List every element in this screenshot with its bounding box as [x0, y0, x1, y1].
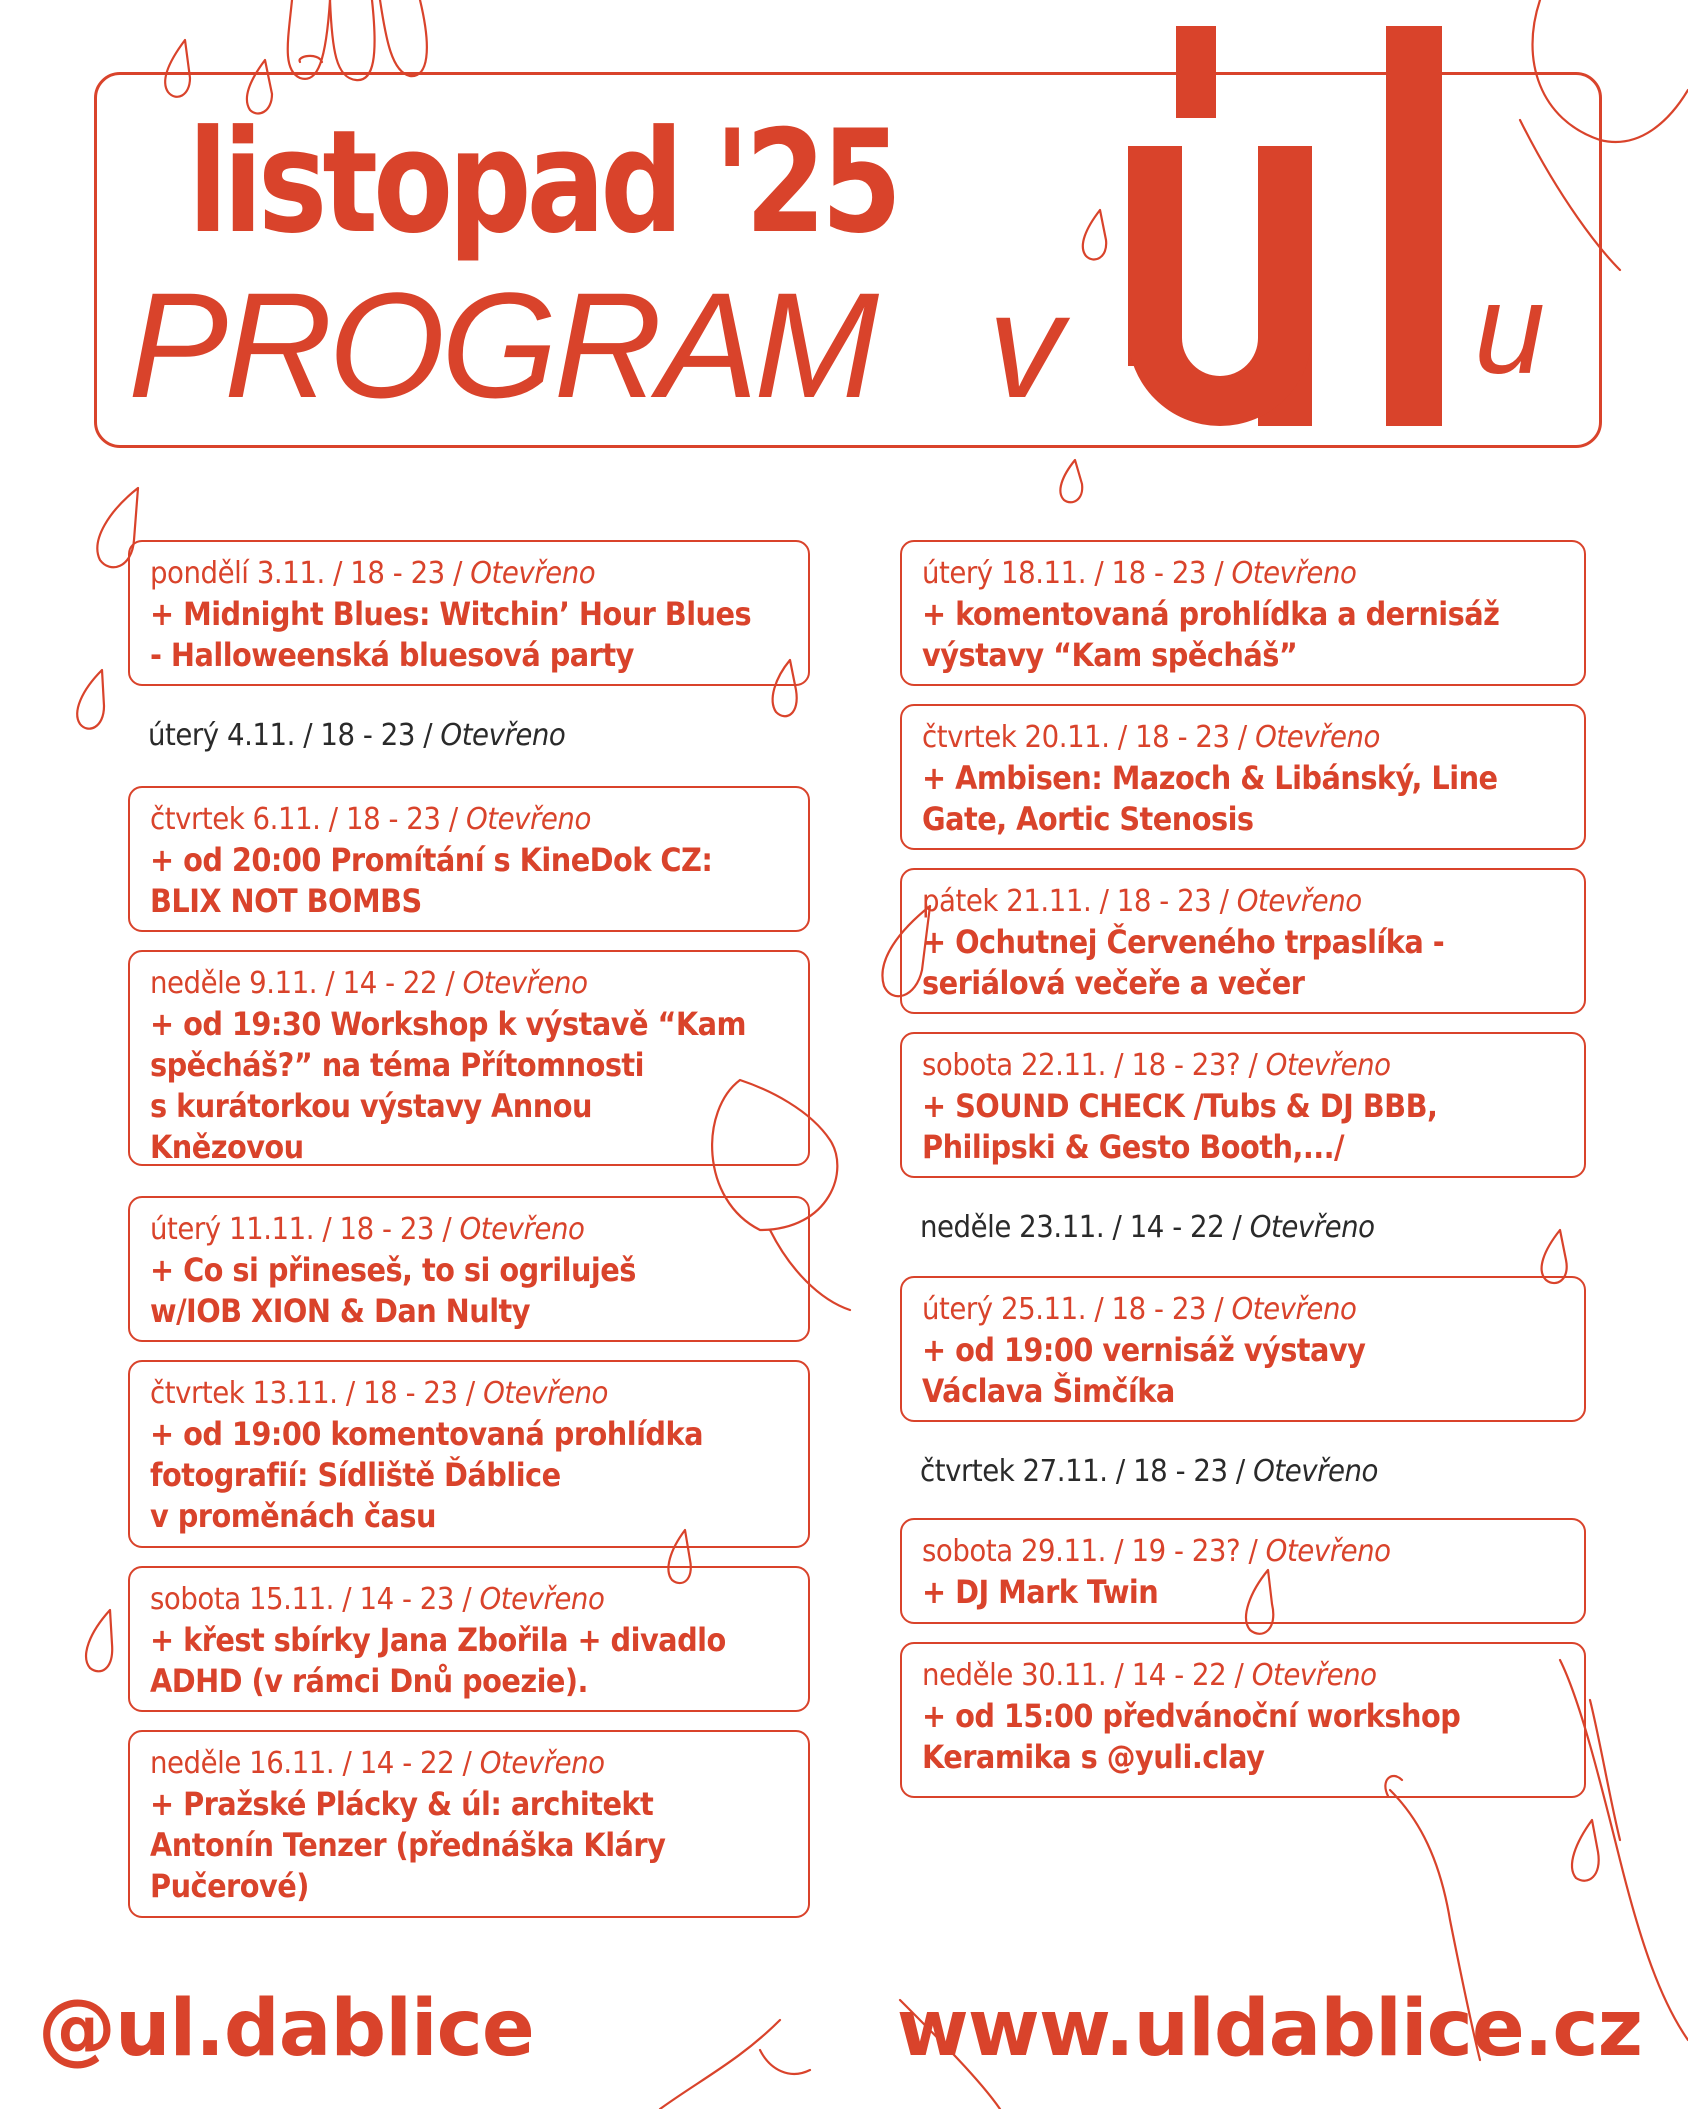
event-header [922, 554, 1531, 594]
event-status: Otevřeno [483, 1376, 608, 1411]
separator: / [442, 1212, 452, 1247]
event-status: Otevřeno [1265, 1534, 1391, 1569]
event-header [150, 1580, 755, 1620]
event-header [922, 1532, 1531, 1572]
event-card [128, 1730, 810, 1918]
event-status: Otevřeno [479, 1746, 605, 1781]
event-hours: 18 - 23 [320, 718, 415, 753]
event-header [922, 1656, 1531, 1696]
separator: / [462, 1746, 472, 1781]
event-hours: 18 - 23 [1111, 1292, 1207, 1327]
separator: / [453, 556, 462, 591]
event-status: Otevřeno [1253, 1454, 1378, 1489]
event-hours: 18 - 23? [1131, 1048, 1241, 1083]
event-status: Otevřeno [1255, 720, 1380, 755]
event-day: čtvrtek 20.11. [922, 720, 1110, 755]
ul-logo [1128, 26, 1468, 426]
separator: / [1114, 1048, 1124, 1083]
event-description-line: + křest sbírky Jana Zbořila + divadlo [150, 1621, 726, 1659]
event-description-line: Philipski & Gesto Booth,.../ [922, 1128, 1345, 1166]
event-description-line: + Ambisen: Mazoch & Libánský, Line [922, 759, 1498, 797]
event-description-line: v proměnách času [150, 1497, 437, 1535]
event-day: sobota 15.11. [150, 1582, 334, 1617]
event-description-line: spěcháš?” na téma Přítomnosti [150, 1046, 645, 1084]
event-header [150, 1744, 755, 1784]
separator: / [1115, 1454, 1125, 1489]
event-card [900, 1642, 1586, 1798]
separator: / [325, 966, 335, 1001]
separator: / [1237, 720, 1247, 755]
event-card [900, 1276, 1586, 1422]
event-description-line: s kurátorkou výstavy Annou [150, 1087, 592, 1125]
page-title-suffix: u [1474, 258, 1546, 401]
drop-icon [86, 1610, 112, 1671]
event-hours: 14 - 22 [1131, 1658, 1227, 1693]
event-header [150, 554, 755, 594]
page-title-month: listopad '25 [188, 100, 898, 265]
page-title-program: PROGRAM [128, 261, 876, 429]
event-day: čtvrtek 13.11. [150, 1376, 338, 1411]
event-hours: 14 - 22 [1129, 1210, 1225, 1245]
instagram-handle[interactable]: @ul.dablice [38, 1984, 534, 2074]
separator: / [328, 802, 338, 837]
event-row [128, 704, 810, 770]
separator: / [1248, 1048, 1258, 1083]
event-card [900, 868, 1586, 1014]
event-status: Otevřeno [1231, 556, 1357, 591]
event-status: Otevřeno [440, 718, 566, 753]
event-description-line: + od 15:00 předvánoční workshop [922, 1697, 1461, 1735]
event-description-line: + od 20:00 Promítání s KineDok CZ: [150, 841, 713, 879]
event-day: neděle 9.11. [150, 966, 318, 1001]
event-status: Otevřeno [465, 802, 591, 837]
separator: / [462, 1582, 472, 1617]
event-hours: 14 - 23 [359, 1582, 455, 1617]
event-row [900, 1440, 1586, 1506]
event-header [150, 1374, 755, 1414]
separator: / [465, 1376, 475, 1411]
event-header [922, 1290, 1531, 1330]
event-status: Otevřeno [479, 1582, 605, 1617]
event-hours: 18 - 23 [350, 556, 445, 591]
event-day: úterý 25.11. [922, 1292, 1087, 1327]
event-description-line: + Pražské Plácky & úl: architekt [150, 1785, 654, 1823]
event-day: neděle 16.11. [150, 1746, 335, 1781]
separator: / [333, 556, 342, 591]
event-card [128, 1196, 810, 1342]
event-description-line: výstavy “Kam spěcháš” [922, 636, 1298, 674]
event-header [150, 1210, 755, 1250]
event-header [150, 964, 755, 1004]
event-description-line: BLIX NOT BOMBS [150, 882, 422, 920]
event-description-line: + Midnight Blues: Witchin’ Hour Blues [150, 595, 752, 633]
event-hours: 18 - 23 [1111, 556, 1207, 591]
event-description-line: Knězovou [150, 1128, 304, 1166]
event-description-line: + SOUND CHECK /Tubs & DJ BBB, [922, 1087, 1438, 1125]
event-header [920, 1208, 1533, 1248]
separator: / [1117, 720, 1127, 755]
event-description-line: Pučerové) [150, 1867, 309, 1905]
separator: / [303, 718, 313, 753]
drop-icon [1060, 460, 1082, 502]
event-card [900, 1518, 1586, 1624]
event-description-line: fotografií: Sídliště Ďáblice [150, 1456, 561, 1494]
event-day: neděle 23.11. [920, 1210, 1105, 1245]
separator: / [322, 1212, 332, 1247]
event-description-line: Keramika s @yuli.clay [922, 1738, 1265, 1776]
event-description-line: + od 19:30 Workshop k výstavě “Kam [150, 1005, 746, 1043]
separator: / [1219, 884, 1229, 919]
event-description-line: Václava Šimčíka [922, 1372, 1175, 1410]
event-day: sobota 22.11. [922, 1048, 1106, 1083]
event-card [900, 1032, 1586, 1178]
event-hours: 19 - 23? [1131, 1534, 1241, 1569]
event-header [922, 718, 1531, 758]
event-hours: 18 - 23 [1116, 884, 1212, 919]
event-card [128, 540, 810, 686]
separator: / [1214, 1292, 1224, 1327]
separator: / [345, 1376, 355, 1411]
separator: / [1094, 1292, 1104, 1327]
event-description-line: ADHD (v rámci Dnů poezie). [150, 1662, 588, 1700]
separator: / [1248, 1534, 1258, 1569]
event-day: čtvrtek 6.11. [150, 802, 321, 837]
separator: / [1114, 1534, 1124, 1569]
separator: / [1112, 1210, 1122, 1245]
event-hours: 14 - 22 [342, 966, 438, 1001]
event-status: Otevřeno [459, 1212, 585, 1247]
event-hours: 18 - 23 [339, 1212, 435, 1247]
event-status: Otevřeno [1231, 1292, 1357, 1327]
event-status: Otevřeno [1249, 1210, 1375, 1245]
event-day: úterý 11.11. [150, 1212, 315, 1247]
event-day: čtvrtek 27.11. [920, 1454, 1108, 1489]
event-status: Otevřeno [1236, 884, 1362, 919]
event-header [920, 1452, 1533, 1492]
logo-l [1386, 26, 1442, 426]
separator: / [448, 802, 458, 837]
website-link[interactable]: www.uldablice.cz [896, 1984, 1642, 2074]
event-description-line: + Ochutnej Červeného trpaslíka - [922, 923, 1445, 961]
event-description-line: w/IOB XION & Dan Nulty [150, 1292, 530, 1330]
event-description-line: seriálová večeře a večer [922, 964, 1305, 1002]
page-title-in: v [988, 261, 1063, 429]
event-card [128, 1566, 810, 1712]
event-card [128, 1360, 810, 1548]
event-day: sobota 29.11. [922, 1534, 1106, 1569]
event-status: Otevřeno [470, 556, 596, 591]
event-header [922, 1046, 1531, 1086]
event-description-line: Gate, Aortic Stenosis [922, 800, 1254, 838]
event-description-line: - Halloweenská bluesová party [150, 636, 634, 674]
event-day: úterý 4.11. [148, 718, 295, 753]
event-card [900, 540, 1586, 686]
separator: / [1099, 884, 1109, 919]
event-day: pondělí 3.11. [150, 556, 325, 591]
separator: / [342, 1582, 352, 1617]
separator: / [1232, 1210, 1242, 1245]
event-description-line: + od 19:00 komentovaná prohlídka [150, 1415, 704, 1453]
separator: / [1114, 1658, 1124, 1693]
event-card [128, 950, 810, 1166]
event-hours: 18 - 23 [1135, 720, 1230, 755]
event-hours: 18 - 23 [345, 802, 441, 837]
separator: / [1214, 556, 1224, 591]
separator: / [445, 966, 455, 1001]
event-description-line: + od 19:00 vernisáž výstavy [922, 1331, 1366, 1369]
event-day: pátek 21.11. [922, 884, 1092, 919]
separator: / [1234, 1658, 1244, 1693]
event-status: Otevřeno [1251, 1658, 1377, 1693]
separator: / [423, 718, 433, 753]
event-status: Otevřeno [1265, 1048, 1391, 1083]
separator: / [1094, 556, 1104, 591]
event-day: úterý 18.11. [922, 556, 1087, 591]
separator: / [342, 1746, 352, 1781]
event-header [148, 716, 757, 756]
event-card [900, 704, 1586, 850]
event-hours: 14 - 22 [359, 1746, 455, 1781]
drop-icon [1572, 1820, 1599, 1881]
event-day: neděle 30.11. [922, 1658, 1107, 1693]
event-hours: 18 - 23 [363, 1376, 458, 1411]
event-status: Otevřeno [462, 966, 588, 1001]
drop-icon [77, 670, 104, 729]
event-description-line: + DJ Mark Twin [922, 1573, 1159, 1611]
separator: / [1235, 1454, 1245, 1489]
event-row [900, 1196, 1586, 1262]
logo-accent [1176, 26, 1216, 118]
event-description-line: Antonín Tenzer (přednáška Kláry [150, 1826, 666, 1864]
event-description-line: + Co si přineseš, to si ogriluješ [150, 1251, 636, 1289]
event-description-line: + komentovaná prohlídka a dernisáž [922, 595, 1500, 633]
event-card [128, 786, 810, 932]
event-header [150, 800, 755, 840]
event-hours: 18 - 23 [1133, 1454, 1228, 1489]
event-header [922, 882, 1531, 922]
